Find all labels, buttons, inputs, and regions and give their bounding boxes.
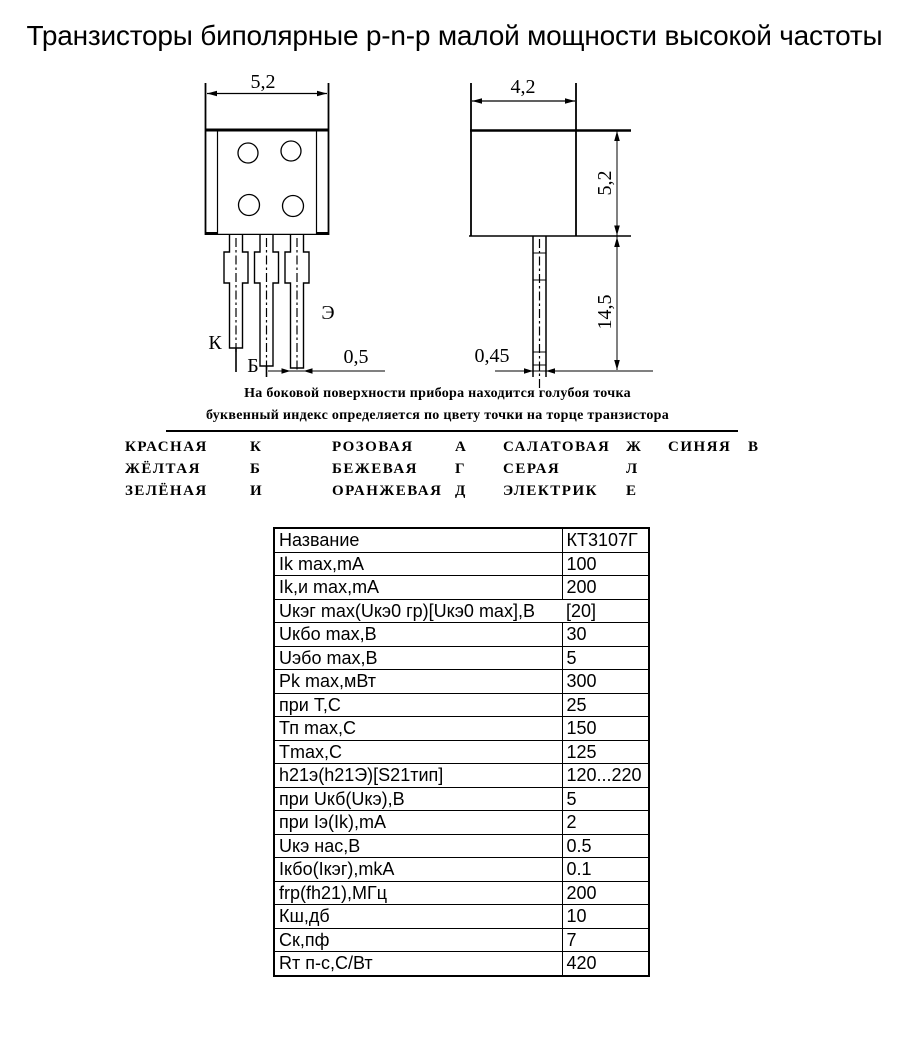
param-value-cell: 10	[562, 905, 649, 929]
table-row	[274, 881, 649, 905]
dim-arrow	[317, 91, 327, 97]
color-name: СИНЯЯ	[668, 439, 732, 455]
color-name: РОЗОВАЯ	[332, 439, 414, 455]
param-label-cell: при Uкб(Uкэ),B	[274, 787, 562, 811]
param-value-cell: 420	[562, 952, 649, 976]
note-line-2: буквенный индекс определяется по цвету точки на торце транзистора	[205, 408, 670, 423]
base-lead	[255, 235, 279, 377]
dim-arrow	[614, 131, 620, 141]
param-value-cell: 200	[562, 576, 649, 600]
table-row	[274, 811, 649, 835]
color-letter: Б	[250, 461, 262, 477]
color-name: ЭЛЕКТРИК	[503, 483, 598, 499]
param-value-cell: 2	[562, 811, 649, 835]
color-letter: К	[250, 439, 263, 455]
dim-arrow	[565, 98, 575, 104]
param-value-cell: 0.1	[562, 858, 649, 882]
table-row	[274, 528, 649, 552]
side-width-dim-label: 4,2	[510, 76, 536, 98]
table-row	[274, 717, 649, 741]
side-view-drawing	[469, 76, 653, 390]
front-lead-thickness-dim-label: 0,5	[343, 346, 369, 368]
param-label-cell: Ск,пф	[274, 928, 562, 952]
param-label-cell: Uкэ нас,B	[274, 834, 562, 858]
dim-arrow	[524, 368, 533, 373]
parameters-table	[273, 527, 650, 977]
mounting-holes	[238, 141, 304, 217]
param-value-cell: 200	[562, 881, 649, 905]
param-value-cell: 25	[562, 693, 649, 717]
color-letter: Е	[626, 483, 638, 499]
table-row	[274, 952, 649, 976]
color-name: ЖЁЛТАЯ	[125, 461, 201, 477]
side-lead-thickness-dim-label: 0,45	[474, 345, 510, 367]
color-letter: В	[748, 439, 760, 455]
param-value-cell: 5	[562, 646, 649, 670]
color-letter: Л	[626, 461, 639, 477]
dim-arrow	[472, 98, 482, 104]
table-row	[274, 576, 649, 600]
table-row	[274, 599, 649, 623]
table-row	[274, 928, 649, 952]
param-label-cell: Ik max,mA	[274, 552, 562, 576]
color-letter: И	[250, 483, 264, 499]
table-row	[274, 858, 649, 882]
lead-label-collector: К	[208, 332, 222, 354]
page-title: Транзисторы биполярные p-n-p малой мощности высокой частоты	[26, 20, 883, 51]
table-row	[274, 646, 649, 670]
dim-arrow	[614, 360, 620, 370]
color-letter: Д	[455, 483, 467, 499]
table-row	[274, 693, 649, 717]
param-value-cell: КТ3107Г	[562, 528, 649, 552]
lead-label-base: Б	[247, 355, 259, 377]
param-label-cell: Тп max,C	[274, 717, 562, 741]
color-letter: Ж	[626, 439, 643, 455]
param-label-cell: Pk max,мВт	[274, 670, 562, 694]
dim-arrow	[304, 368, 313, 373]
front-width-dim-label: 5,2	[250, 71, 276, 93]
table-row	[274, 552, 649, 576]
param-label-cell: Uкбо max,B	[274, 623, 562, 647]
color-name: ЗЕЛЁНАЯ	[125, 483, 208, 499]
param-label-cell: h21э(h21Э)[S21тип]	[274, 764, 562, 788]
color-name: КРАСНАЯ	[125, 439, 208, 455]
front-view-drawing	[205, 71, 385, 377]
table-row	[274, 670, 649, 694]
dim-arrow	[546, 368, 555, 373]
table-row	[274, 764, 649, 788]
table-row	[274, 905, 649, 929]
table-row	[274, 623, 649, 647]
param-label-cell: Кш,дб	[274, 905, 562, 929]
param-label-cell: при Iэ(Ik),mA	[274, 811, 562, 835]
color-letter: Г	[455, 461, 467, 477]
param-label-cell: при Т,С	[274, 693, 562, 717]
side-lead-length-dim-label: 14,5	[594, 294, 616, 330]
dim-arrow	[207, 91, 217, 97]
param-label-cell: Ik,и max,mA	[274, 576, 562, 600]
param-label-cell: frp(fh21),МГц	[274, 881, 562, 905]
lead-label-emitter: Э	[321, 302, 335, 324]
table-row	[274, 787, 649, 811]
table-row	[274, 834, 649, 858]
dim-arrow	[614, 226, 620, 236]
param-label-cell: Tmax,C	[274, 740, 562, 764]
side-lead	[533, 236, 546, 390]
color-letter: А	[455, 439, 468, 455]
param-value-cell: 125	[562, 740, 649, 764]
emitter-lead	[285, 235, 309, 372]
color-name: САЛАТОВАЯ	[503, 439, 611, 455]
dim-arrow	[282, 368, 291, 373]
param-label-cell: Iкбо(Iкэг),mkA	[274, 858, 562, 882]
side-height-dim-label: 5,2	[594, 170, 616, 196]
table-row	[274, 740, 649, 764]
param-label-cell: Uэбо max,B	[274, 646, 562, 670]
param-label-cell: Rт п-с,С/Вт	[274, 952, 562, 976]
color-name: СЕРАЯ	[503, 461, 561, 477]
param-value-cell: 0.5	[562, 834, 649, 858]
color-name: ОРАНЖЕВАЯ	[332, 483, 443, 499]
color-name: БЕЖЕВАЯ	[332, 461, 418, 477]
param-label-cell: Название	[274, 528, 562, 552]
param-value-cell: 150	[562, 717, 649, 741]
param-label-cell: Uкэг max(Uкэ0 гр)[Uкэ0 max],B	[274, 599, 562, 623]
param-value-cell: 30	[562, 623, 649, 647]
param-value-cell: 300	[562, 670, 649, 694]
param-value-cell: 100	[562, 552, 649, 576]
divider-rule	[166, 430, 738, 432]
param-value-cell: 5	[562, 787, 649, 811]
param-value-cell: 7	[562, 928, 649, 952]
param-value-cell: 120...220	[562, 764, 649, 788]
param-value-cell: [20]	[562, 599, 649, 623]
note-line-1: На боковой поверхности прибора находится голубоя точка	[244, 386, 631, 401]
dim-arrow	[614, 237, 620, 247]
collector-lead	[224, 235, 248, 372]
